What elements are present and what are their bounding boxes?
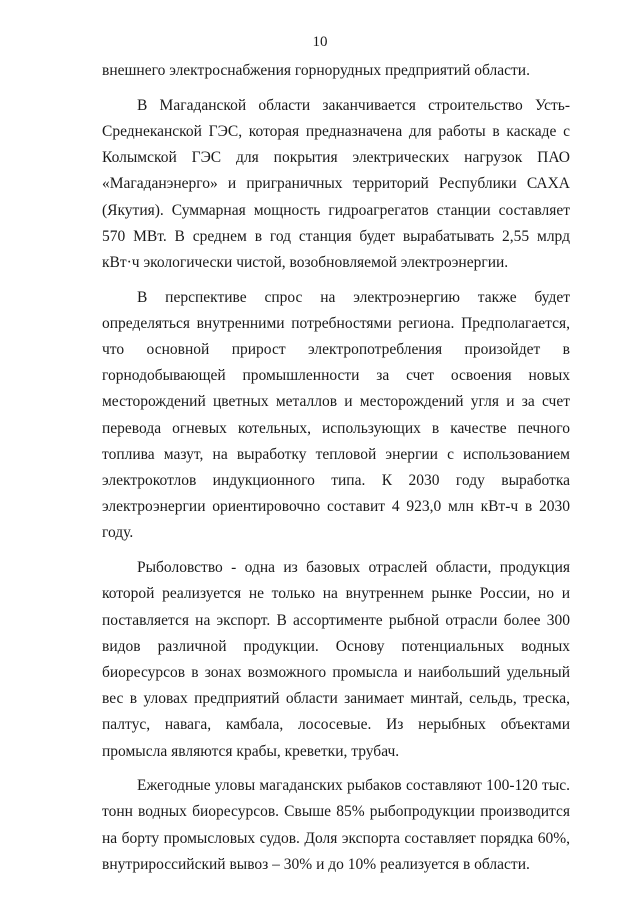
paragraph-annual-catch: Ежегодные уловы магаданских рыбаков составляют 100-120 тыс. тонн водных биоресурсов. Свыше 85% рыбопродукции производится на борту промысловых судов. Доля экспорта составляет порядка 60%, внутрироссийский вывоз – 30% и до 10% реализуется в области. — [102, 777, 570, 873]
paragraph-demand-forecast: В перспективе спрос на электроэнергию также будет определяться внутренними потребностями региона. Предполагается, что основной прирост электропотребления произойдет в горнодобывающей промышленности за счет освоения новых месторождений цветных металлов и месторождений угля и за счет перевода огневых котельных, использующих в качестве печного топлива мазут, на выработку тепловой энергии с использованием электрокотлов индукционного типа. К 2030 году выработка электроэнергии ориентировочно составит 4 923,0 млн кВт-ч в 2030 году. — [102, 288, 570, 542]
paragraph-hydro-station: В Магаданской области заканчивается строительство Усть-Среднеканской ГЭС, которая предназначена для работы в каскаде с Колымской ГЭС для покрытия электрических нагрузок ПАО «Магаданэнерго» и приграничных территорий Республики САХА (Якутия). Суммарная мощность гидроагрегатов станции составляет 570 МВт. В среднем в год станция будет вырабатывать 2,55 млрд кВт·ч экологически чистой, возобновляемой электроэнергии. — [102, 96, 570, 271]
paragraph-continuation: внешнего электроснабжения горнорудных предприятий области. — [102, 62, 530, 79]
document-body — [102, 58, 570, 878]
page-number: 10 — [312, 34, 328, 50]
paragraph-fishing-industry: Рыболовство - одна из базовых отраслей области, продукция которой реализуется не только на внутреннем рынке России, но и поставляется на экспорт. В ассортименте рыбной отрасли более 300 видов различной продукции. Основу потенциальных водных биоресурсов в зонах возможного промысла и наибольший удельный вес в уловах предприятий области занимает минтай, сельдь, треска, палтус, навага, камбала, лососевые. Из нерыбных объектами промысла являются крабы, креветки, трубач. — [102, 559, 570, 760]
